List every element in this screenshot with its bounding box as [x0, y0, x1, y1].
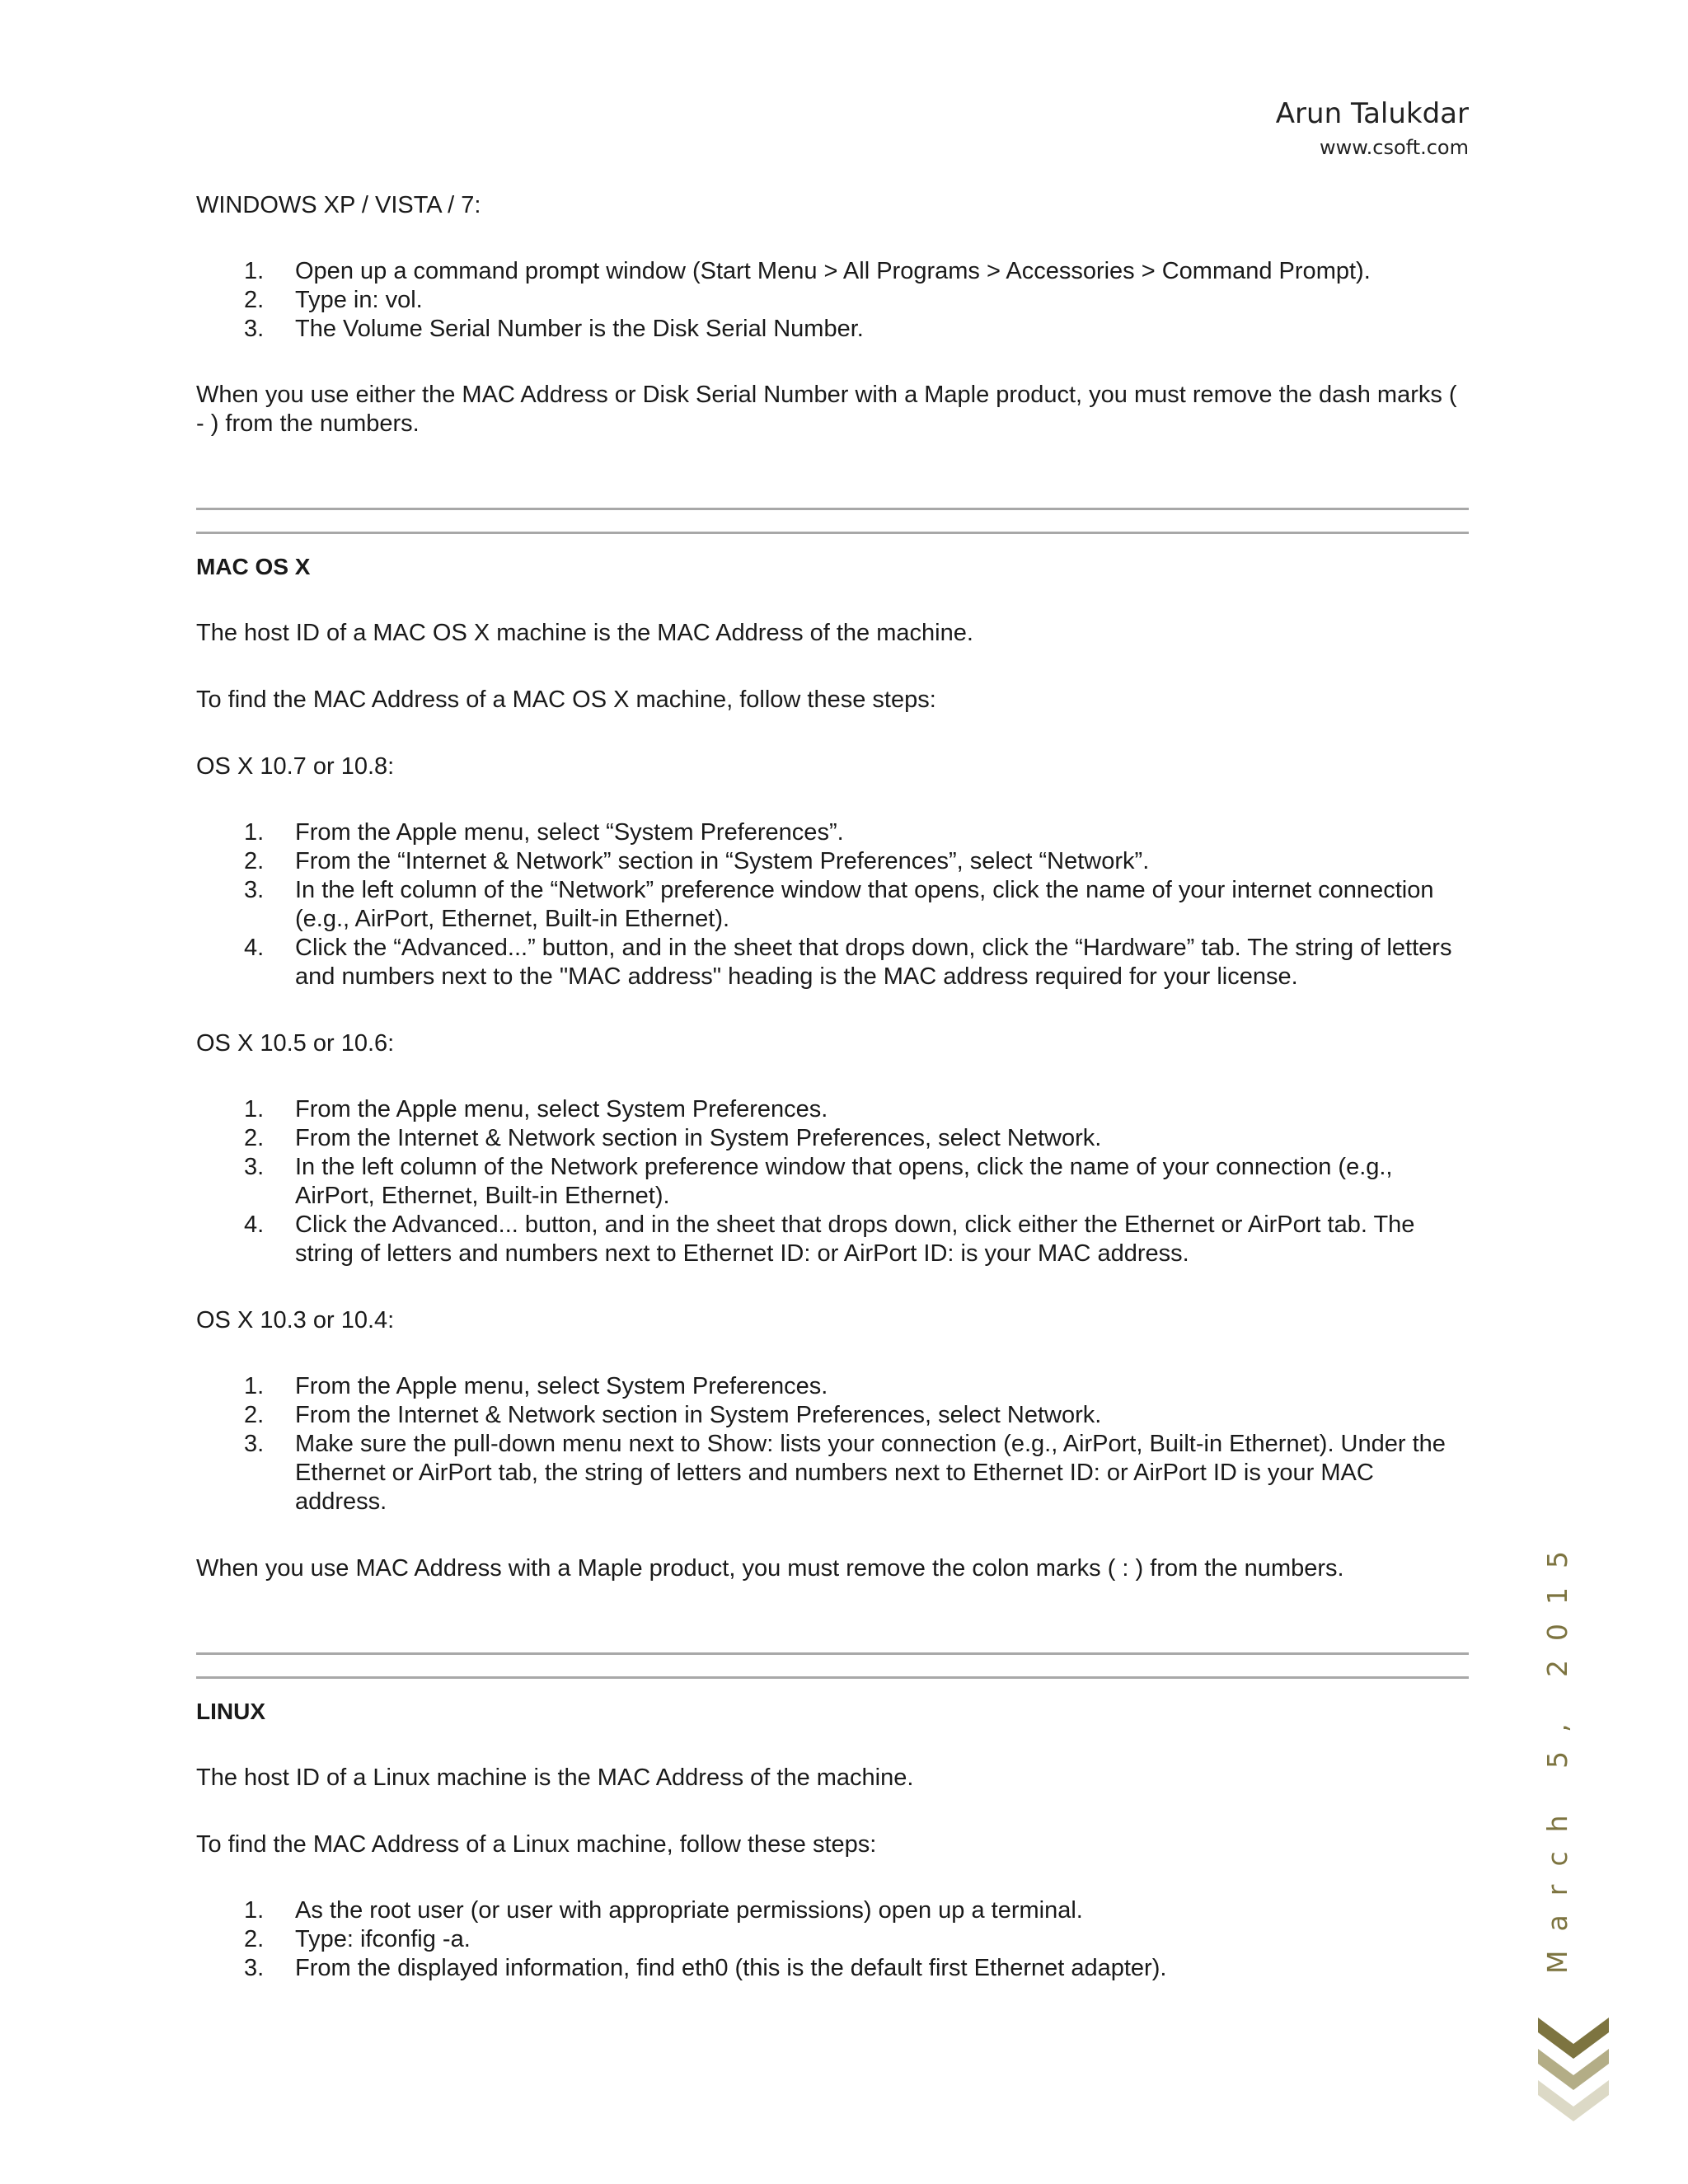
- chevron-down-icon: [1538, 2018, 1609, 2127]
- list-item: 3. In the left column of the “Network” preference window that opens, click the name of your internet connection (e.g., AirPort, Ethernet, Built-in Ethernet).: [244, 877, 1434, 932]
- section-divider: [196, 508, 1469, 510]
- section-divider: [196, 532, 1469, 534]
- list-item: 2. From the “Internet & Network” section in “System Preferences”, select “Network”.: [244, 848, 1150, 874]
- mac-v3-steps: [196, 1372, 1469, 1516]
- list-item: 1. From the Apple menu, select “System Preferences”.: [244, 819, 844, 846]
- list-item: 1. As the root user (or user with appropriate permissions) open up a terminal.: [244, 1897, 1083, 1924]
- section-divider: [196, 1676, 1469, 1679]
- list-item: 3. The Volume Serial Number is the Disk Serial Number.: [244, 316, 864, 342]
- linux-find: To find the MAC Address of a Linux machine, follow these steps:: [196, 1831, 877, 1858]
- windows-title: WINDOWS XP / VISTA / 7:: [196, 192, 481, 218]
- list-item: 2. Type: ifconfig -a.: [244, 1926, 471, 1952]
- list-item: 4. Click the Advanced... button, and in the sheet that drops down, click either the Ethernet or AirPort tab. The string of letters and numbers next to Ethernet ID: or AirPort ID: is your MAC address.: [244, 1212, 1415, 1267]
- mac-v1-steps: [196, 818, 1469, 991]
- mac-v2-steps: [196, 1095, 1469, 1268]
- mac-intro: The host ID of a MAC OS X machine is the MAC Address of the machine.: [196, 620, 973, 646]
- list-item: 3. In the left column of the Network preference window that opens, click the name of your connection (e.g., AirPort, Ethernet, Built-in Ethernet).: [244, 1154, 1393, 1209]
- mac-title: MAC OS X: [196, 554, 311, 579]
- section-divider: [196, 1652, 1469, 1655]
- list-item: 1. From the Apple menu, select System Preferences.: [244, 1373, 828, 1399]
- linux-intro: The host ID of a Linux machine is the MAC Address of the machine.: [196, 1765, 914, 1791]
- mac-v2-title: OS X 10.5 or 10.6:: [196, 1030, 395, 1057]
- website-link[interactable]: www.csoft.com: [1319, 136, 1469, 159]
- mac-note: When you use MAC Address with a Maple product, you must remove the colon marks ( : ) from the numbers.: [196, 1555, 1344, 1582]
- list-item: 3. Make sure the pull-down menu next to Show: lists your connection (e.g., AirPort, Built-in Ethernet). Under the Ethernet or AirPort tab, the string of letters and numbers next to Ethernet ID: or AirPort ID is your MAC address.: [244, 1431, 1446, 1515]
- windows-note: When you use either the MAC Address or Disk Serial Number with a Maple product, you must remove the dash marks ( - ) from the numbers.: [196, 382, 1457, 437]
- document-date: March 5, 2015: [1541, 1531, 1573, 1974]
- mac-find: To find the MAC Address of a MAC OS X machine, follow these steps:: [196, 687, 936, 713]
- linux-title: LINUX: [196, 1699, 265, 1724]
- linux-steps: [196, 1896, 1469, 1983]
- document-body: [196, 191, 1469, 1983]
- mac-v1-title: OS X 10.7 or 10.8:: [196, 753, 395, 780]
- mac-v3-title: OS X 10.3 or 10.4:: [196, 1307, 395, 1333]
- list-item: 4. Click the “Advanced...” button, and in the sheet that drops down, click the “Hardware” tab. The string of letters and numbers next to the "MAC address" heading is the MAC address required for your license.: [244, 935, 1452, 990]
- list-item: 1. From the Apple menu, select System Preferences.: [244, 1096, 828, 1122]
- author-name: Arun Talukdar: [1275, 97, 1469, 130]
- page-header: [1276, 95, 1469, 162]
- list-item: 2. From the Internet & Network section in System Preferences, select Network.: [244, 1125, 1102, 1151]
- list-item: 1. Open up a command prompt window (Start Menu > All Programs > Accessories > Command Prompt).: [244, 258, 1371, 284]
- list-item: 2. From the Internet & Network section in System Preferences, select Network.: [244, 1402, 1102, 1428]
- list-item: 3. From the displayed information, find eth0 (this is the default first Ethernet adapter).: [244, 1955, 1167, 1981]
- windows-steps: [196, 257, 1469, 344]
- list-item: 2. Type in: vol.: [244, 287, 423, 313]
